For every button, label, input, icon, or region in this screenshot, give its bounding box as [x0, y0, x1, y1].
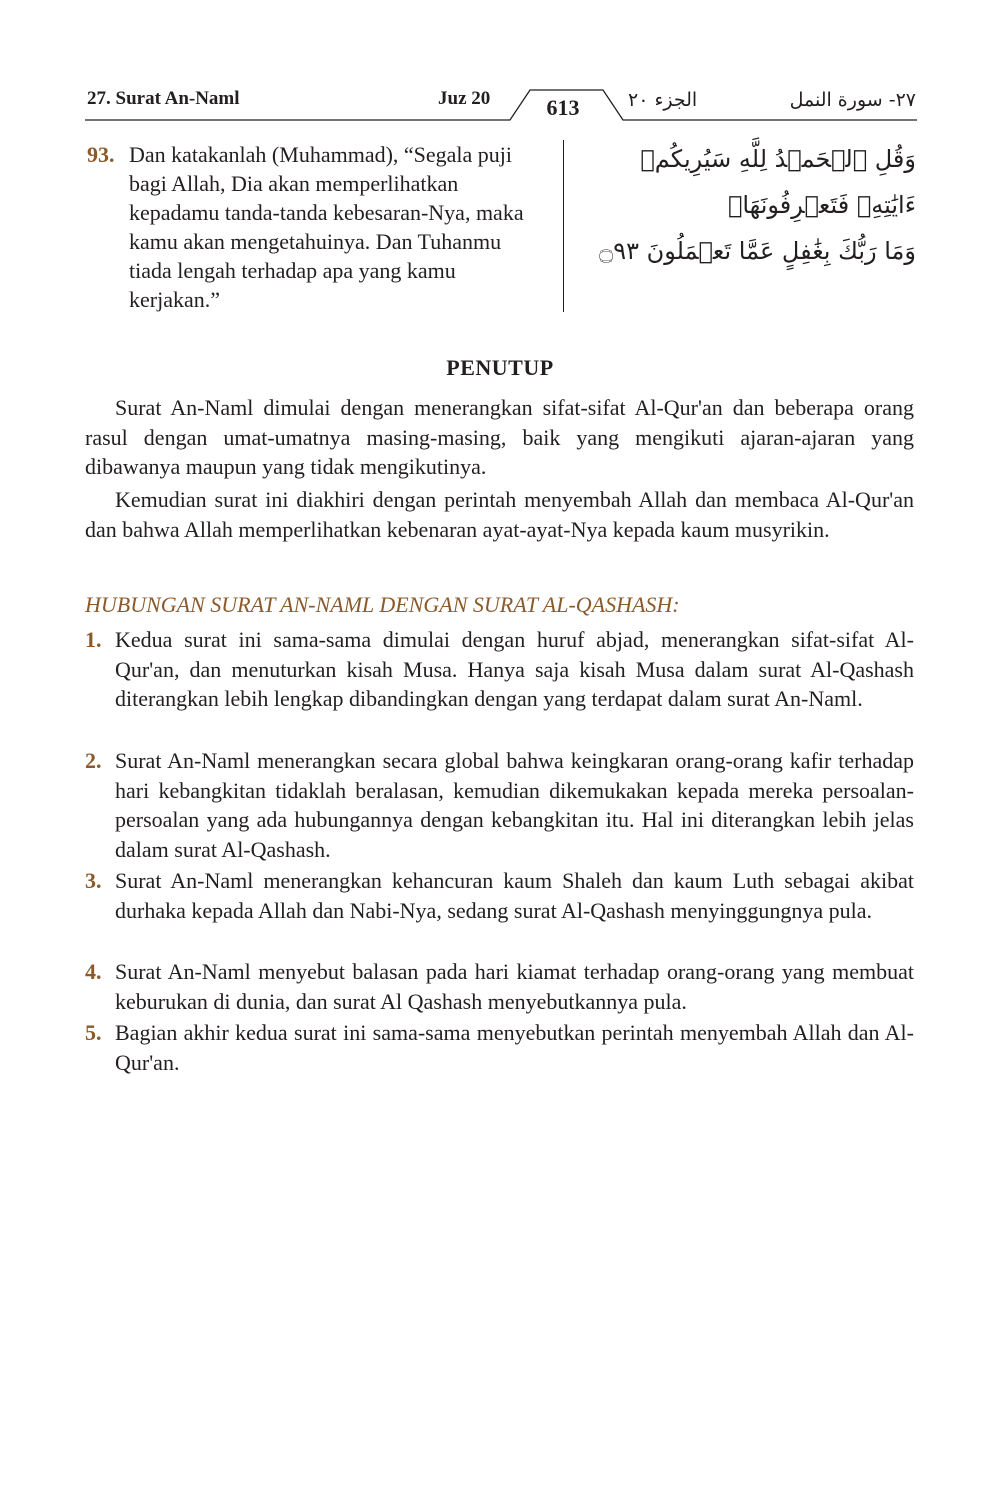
list-item-text: Surat An-Naml menerangkan secara global bahwa keingkaran orang-orang kafir terhadap hari kebangkitan tidaklah beralasan, kemudian dikemukakan kepada mereka persoalan-persoalan yang ada hubungannya dengan kebangkitan itu. Hal ini diterangkan lebih jelas dalam surat Al-Qashash. [115, 748, 914, 862]
list-item-number: 1. [85, 627, 102, 652]
list-item-number: 3. [85, 868, 102, 893]
list-item-text: Kedua surat ini sama-sama dimulai dengan huruf abjad, menerangkan sifat-sifat Al-Qur'an, dan menuturkan kisah Musa. Hanya saja kisah Musa dalam surat Al-Qashash diterangkan lebih lengkap dibandingkan dengan yang terdapat dalam surat An-Naml. [115, 627, 914, 711]
running-header-juz: Juz 20 [438, 88, 491, 109]
running-header-surah-arabic: ٢٧- سورة النمل [789, 89, 916, 111]
closing-paragraph-2: Kemudian surat ini diakhiri dengan perintah menyembah Allah dan membaca Al-Qur'an dan bahwa Allah memperlihatkan kebenaran ayat-ayat-Nya kepada kaum musyrikin. [85, 487, 914, 542]
section-subtitle-hubungan: HUBUNGAN SURAT AN-NAML DENGAN SURAT AL-QASHASH: [85, 592, 680, 617]
list-item-number: 5. [85, 1020, 102, 1045]
verse-number: 93. [87, 142, 115, 167]
running-header-juz-arabic: الجزء ٢٠ [628, 89, 698, 111]
arabic-line-1: وَقُلِ ٱلۡحَمۡدُ لِلَّهِ سَيُرِيكُمۡ ءَايَٰتِهِۦ فَتَعۡرِفُونَهَاۚ [640, 145, 916, 219]
verse-arabic-text [578, 136, 916, 274]
list-item-number: 2. [85, 748, 102, 773]
verse-translation: Dan katakanlah (Muhammad), “Segala puji bagi Allah, Dia akan memperlihatkan kepadamu tanda-tanda kebesaran-Nya, maka kamu akan mengetahuinya. Dan Tuhanmu tiada lengah terhadap apa yang kamu kerjakan.” [129, 142, 524, 312]
running-header-surah: 27. Surat An-Naml [87, 88, 240, 109]
arabic-line-2: وَمَا رَبُّكَ بِغَٰفِلٍ عَمَّا تَعۡمَلُونَ ۝٩٣ [599, 237, 916, 265]
list-item-text: Bagian akhir kedua surat ini sama-sama menyebutkan perintah menyembah Allah dan Al-Qur'an. [115, 1020, 914, 1075]
list-item-text: Surat An-Naml menerangkan kehancuran kaum Shaleh dan kaum Luth sebagai akibat durhaka kepada Allah dan Nabi-Nya, sedang surat Al-Qashash menyinggungnya pula. [115, 868, 914, 923]
section-title-penutup: PENUTUP [446, 355, 554, 380]
list-item-text: Surat An-Naml menyebut balasan pada hari kiamat terhadap orang-orang yang membuat keburukan di dunia, dan surat Al Qashash menyebutkannya pula. [115, 959, 914, 1014]
page-number: 613 [546, 95, 580, 120]
closing-paragraph-1: Surat An-Naml dimulai dengan menerangkan sifat-sifat Al-Qur'an dan beberapa orang rasul dengan umat-umatnya masing-masing, baik yang mengikuti ajaran-ajaran yang dibawanya maupun yang tidak mengikutinya. [85, 395, 914, 479]
column-divider [563, 140, 564, 312]
list-item-number: 4. [85, 959, 102, 984]
